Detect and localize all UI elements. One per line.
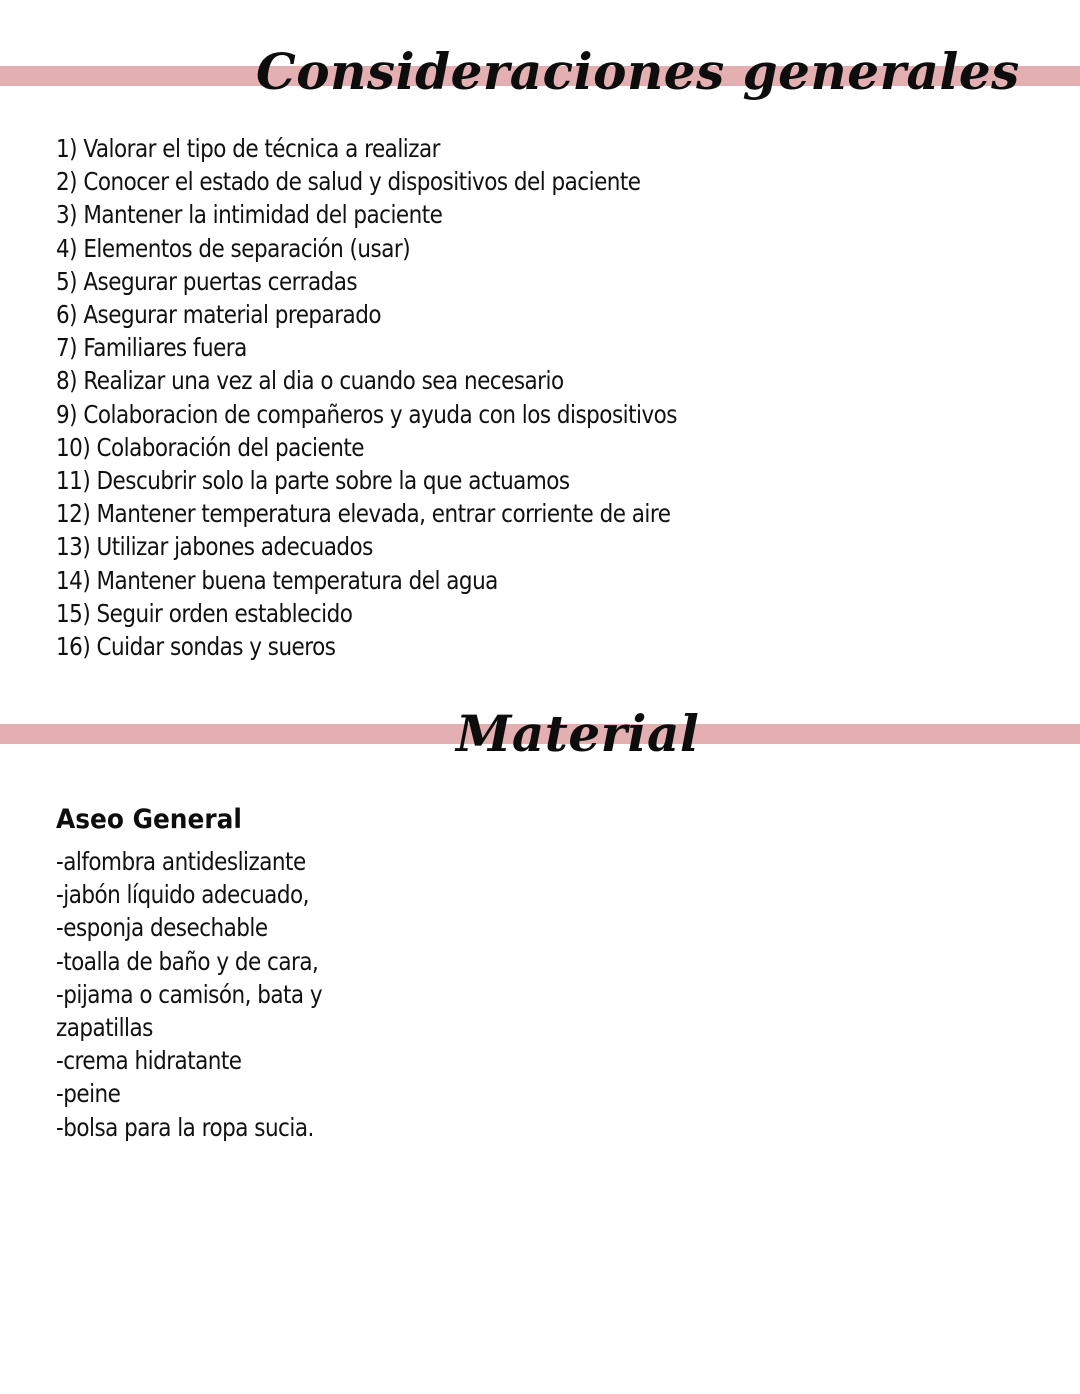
list-item: 9) Colaboracion de compañeros y ayuda con los dispositivos xyxy=(56,399,678,429)
list-item: 5) Asegurar puertas cerradas xyxy=(56,266,358,296)
list-item: 12) Mantener temperatura elevada, entrar corriente de aire xyxy=(56,499,671,529)
list-item: 6) Asegurar material preparado xyxy=(56,300,381,330)
list-item: zapatillas xyxy=(56,1013,153,1043)
section-title-consideraciones: Consideraciones generales xyxy=(256,42,1020,101)
list-item: -bolsa para la ropa sucia. xyxy=(56,1112,314,1142)
list-item: -peine xyxy=(56,1079,121,1109)
list-item: 14) Mantener buena temperatura del agua xyxy=(56,565,498,595)
considerations-list xyxy=(56,132,778,663)
list-item: 3) Mantener la intimidad del paciente xyxy=(56,200,443,230)
list-item: 8) Realizar una vez al dia o cuando sea necesario xyxy=(56,366,564,396)
list-item: -alfombra antideslizante xyxy=(56,847,306,876)
subheading-aseo-general: Aseo General xyxy=(56,804,242,835)
list-item: 7) Familiares fuera xyxy=(56,333,247,363)
list-item: -esponja desechable xyxy=(56,913,268,943)
list-item: 10) Colaboración del paciente xyxy=(56,432,364,462)
list-item: -crema hidratante xyxy=(56,1046,242,1076)
list-item: 11) Descubrir solo la parte sobre la que actuamos xyxy=(56,466,570,496)
list-item: 1) Valorar el tipo de técnica a realizar xyxy=(56,134,441,163)
list-item: 2) Conocer el estado de salud y dispositivos del paciente xyxy=(56,167,641,197)
section-title-material: Material xyxy=(456,704,700,763)
list-item: 4) Elementos de separación (usar) xyxy=(56,233,411,263)
list-item: 15) Seguir orden establecido xyxy=(56,598,353,628)
list-item: -jabón líquido adecuado, xyxy=(56,880,309,910)
list-item: -pijama o camisón, bata y xyxy=(56,979,323,1009)
list-item: -toalla de baño y de cara, xyxy=(56,946,319,976)
list-item: 16) Cuidar sondas y sueros xyxy=(56,632,336,662)
materials-list xyxy=(56,845,365,1144)
list-item: 13) Utilizar jabones adecuados xyxy=(56,532,373,562)
